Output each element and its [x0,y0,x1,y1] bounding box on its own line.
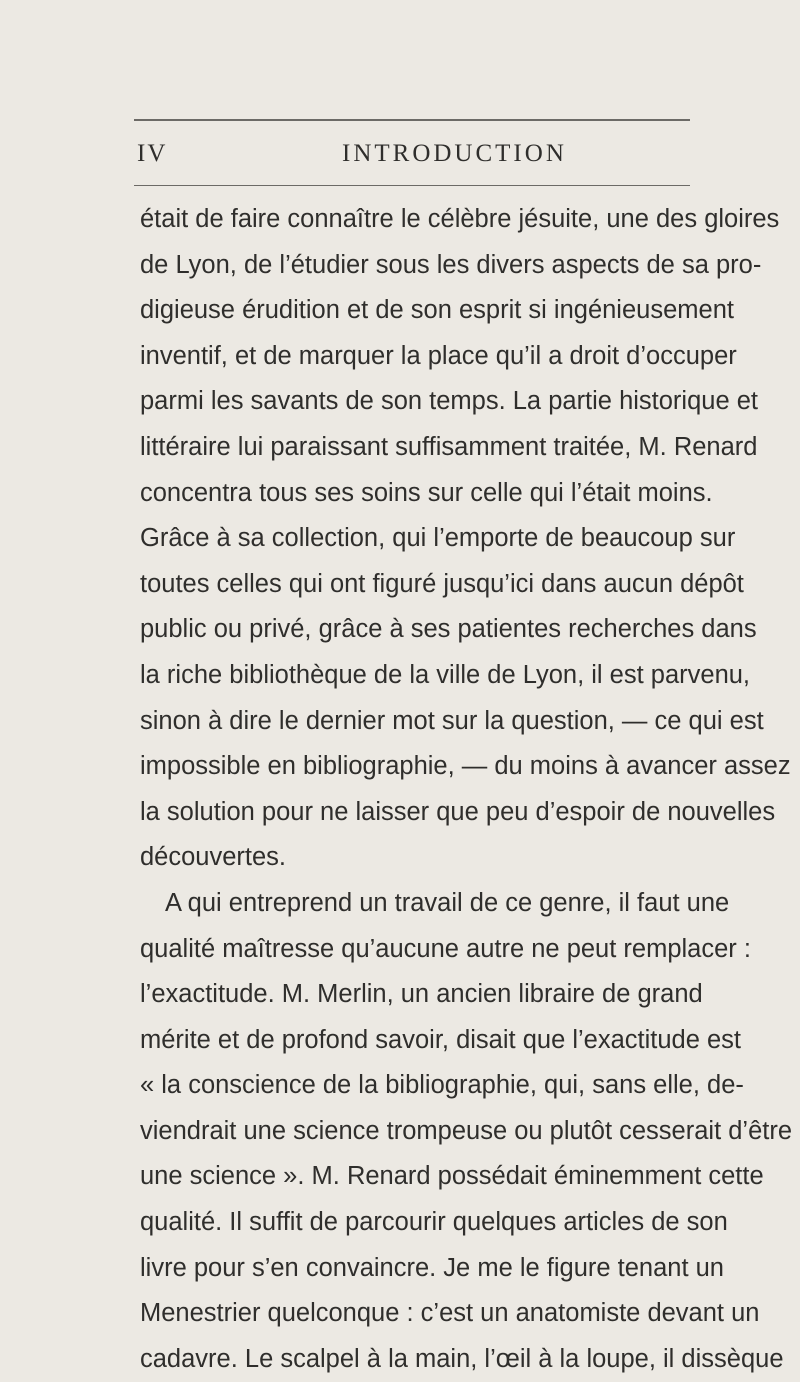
running-header [137,138,690,170]
page-number: IV [137,140,168,167]
paragraph-1 [140,197,791,881]
text-line: qualité. Il suffit de parcourir quelques articles de son [140,1208,728,1237]
text-line: découvertes. [140,843,287,872]
text-line: concentra tous ses soins sur celle qui l’était moins. [140,478,713,507]
text-line: mérite et de profond savoir, disait que l’exactitude est [140,1025,742,1054]
header-top-rule [134,119,690,121]
text-line: était de faire connaître le célèbre jésuite, une des gloires [140,205,780,233]
text-line: « la conscience de la bibliographie, qui, sans elle, de- [140,1071,744,1100]
text-line: Grâce à sa collection, qui l’emporte de beaucoup sur [140,524,736,553]
text-line: public ou privé, grâce à ses patientes recherches dans [140,615,757,644]
text-line: la riche bibliothèque de la ville de Lyon, il est parvenu, [140,660,751,689]
text-line: sinon à dire le dernier mot sur la question, — ce qui est [140,706,764,735]
text-line: la solution pour ne laisser que peu d’espoir de nouvelles [140,797,776,826]
text-line: viendrait une science trompeuse ou plutôt cesserait d’être [140,1116,793,1145]
text-line: de Lyon, de l’étudier sous les divers aspects de sa pro- [140,250,762,279]
text-line: digieuse érudition et de son esprit si ingénieusement [140,296,734,325]
text-line: inventif, et de marquer la place qu’il a droit d’occuper [140,341,737,370]
text-line: toutes celles qui ont figuré jusqu’ici dans aucun dépôt [140,569,744,598]
paragraph-2 [140,881,793,1382]
running-title: INTRODUCTION [342,140,567,167]
text-line: l’exactitude. M. Merlin, un ancien libraire de grand [140,980,703,1009]
text-line: cadavre. Le scalpel à la main, l’œil à la loupe, il dissèque [140,1344,784,1373]
text-line: livre pour s’en convaincre. Je me le figure tenant un [140,1253,724,1282]
text-line: littéraire lui paraissant suffisamment traitée, M. Renard [140,432,758,461]
text-line: Menestrier quelconque : c’est un anatomiste devant un [140,1299,760,1328]
text-line: impossible en bibliographie, — du moins à avancer assez [140,752,791,781]
body-text [140,197,793,1382]
text-line: parmi les savants de son temps. La partie historique et [140,387,758,416]
header-bottom-rule [134,185,690,186]
text-line: une science ». M. Renard possédait éminemment cette [140,1162,764,1191]
text-line: A qui entreprend un travail de ce genre, il faut une [165,888,730,917]
text-line: qualité maîtresse qu’aucune autre ne peut remplacer : [140,934,751,963]
